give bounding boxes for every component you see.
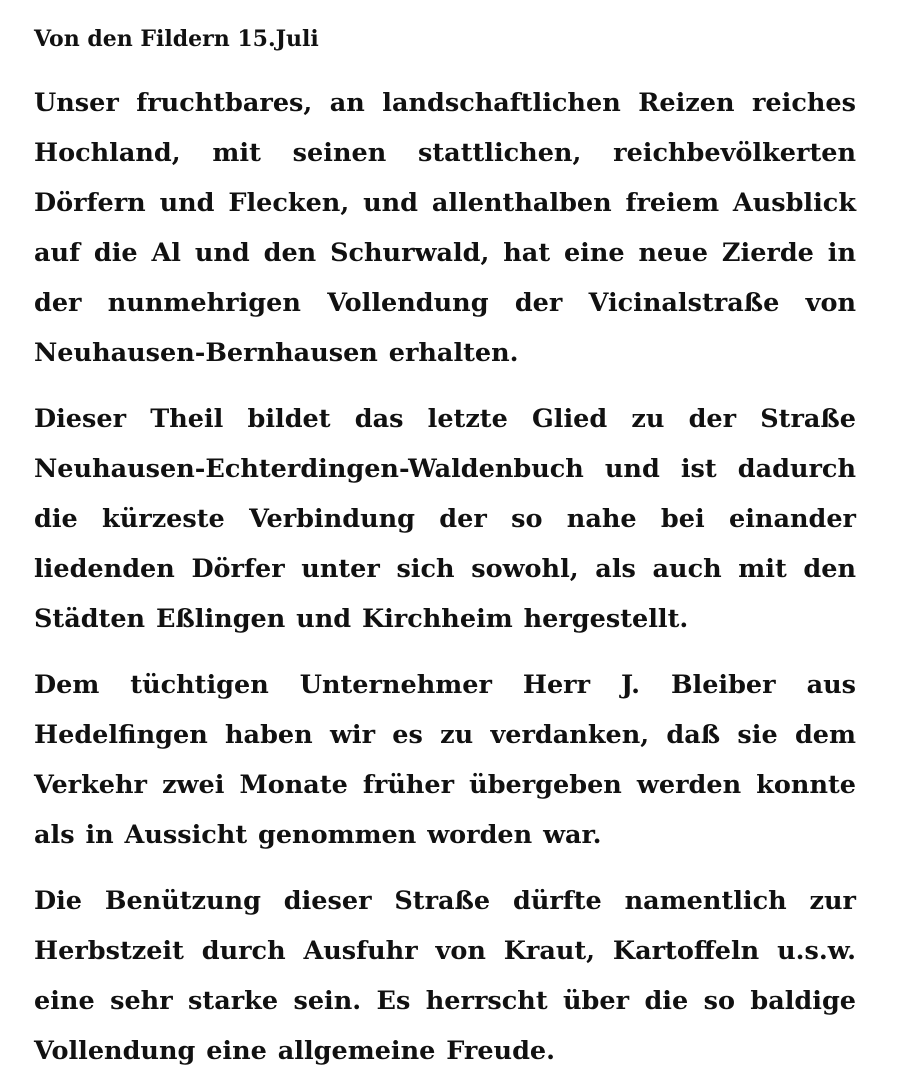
paragraph-1: Unser fruchtbares, an landschaftlichen Reizen reiches Hochland, mit seinen stattlichen, reichbevölkerten Dörfern und Flecken, und allenthalben freiem Ausblick auf die Al und den Schurwald, hat eine neue Zierde in der nunmehrigen Vollendung der Vicinalstraße von Neuhausen-Bernhausen erhalten. bbox=[34, 88, 856, 368]
document-page bbox=[34, 22, 856, 1076]
paragraph-3: Dem tüchtigen Unternehmer Herr J. Bleiber aus Hedelfingen haben wir es zu verdanken, daß sie dem Verkehr zwei Monate früher übergeben werden konnte als in Aussicht genommen worden war. bbox=[34, 670, 856, 850]
document-heading: Von den Fildern 15.Juli bbox=[34, 26, 319, 52]
paragraph-2: Dieser Theil bildet das letzte Glied zu der Straße Neuhausen-Echterdingen-Waldenbuch und ist dadurch die kürzeste Verbindung der so nahe bei einander liedenden Dörfer unter sich sowohl, als auch mit den Städten Eßlingen und Kirchheim hergestellt. bbox=[34, 404, 856, 634]
paragraph-4: Die Benützung dieser Straße dürfte namentlich zur Herbstzeit durch Ausfuhr von Kraut, Kartoffeln u.s.w. eine sehr starke sein. Es herrscht über die so baldige Vollendung eine allgemeine Freude. bbox=[34, 886, 856, 1066]
